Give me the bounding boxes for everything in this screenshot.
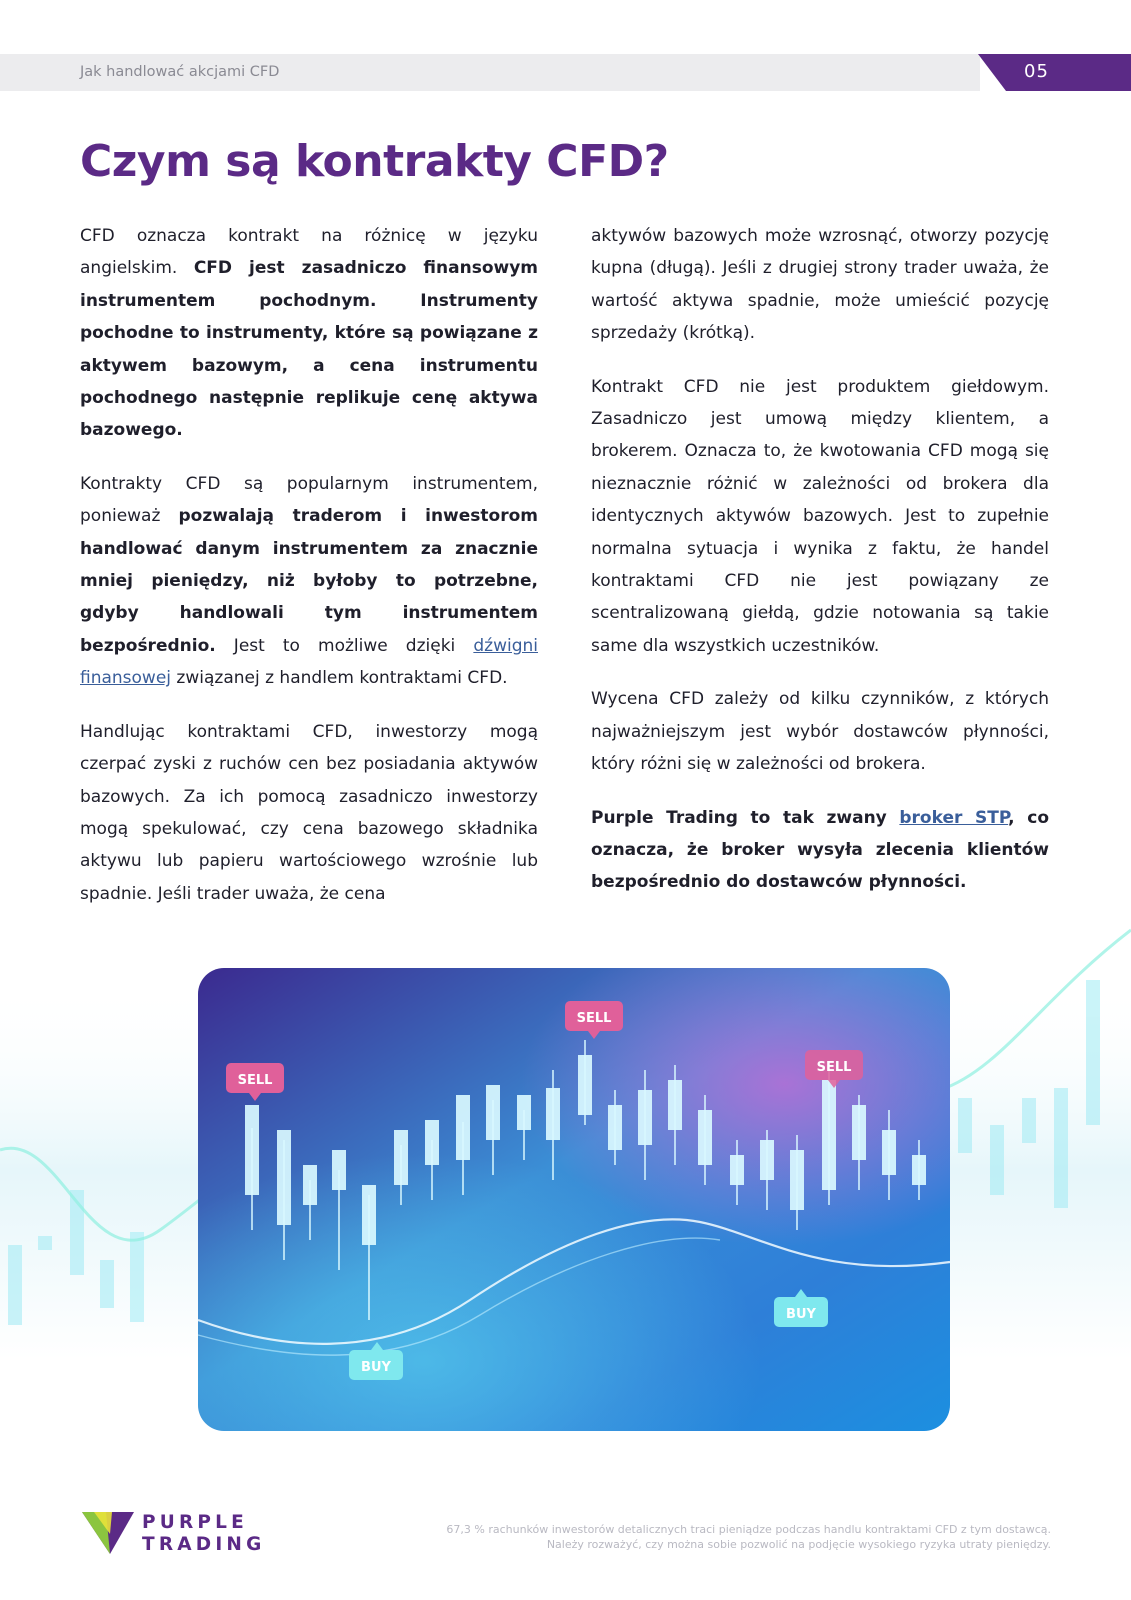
candle-body [303,1165,317,1205]
buy-tag-label: BUY [361,1360,391,1375]
right-column [591,220,1049,920]
purple-trading-logo [82,1512,134,1554]
paragraph-bold-text: CFD jest zasadniczo finansowym instrumentem pochodnym. Instrumenty pochodne to instrumenty, które są powiązane z aktywem bazowym, a cena instrumentu pochodnego następnie replikuje cenę aktywa bazowego. [80,258,539,441]
broker-stp-link[interactable]: broker STP [899,807,1009,828]
paragraph-text: związanej z handlem kontraktami CFD. [171,668,508,689]
candle-body [882,1130,896,1175]
brand-line: PURPLE [142,1512,249,1533]
candle-body [517,1095,531,1130]
candle-body [425,1120,439,1165]
page-number-tab [978,54,1131,91]
page-heading: Czym są kontrakty CFD? [80,136,669,187]
candle-body [668,1080,682,1130]
sell-tag-label: SELL [237,1073,273,1088]
paragraph-bold-text: pozwalają traderom i inwestorom handlować danym instrumentem za znacznie mniej pieniędzy, niż byłoby to potrzebne, gdyby handlowali tym instrumentem bezpośrednio. [80,506,538,656]
candle-body [332,1150,346,1190]
candle-body [852,1105,866,1160]
candle-body [638,1090,652,1145]
paragraph: Wycena CFD zależy od kilku czynników, z których najważniejszym jest wybór dostawców płynności, który różni się w zależności od brokera. [591,689,1049,775]
candle-body [822,1080,836,1190]
disclaimer-line: 67,3 % rachunków inwestorów detalicznych traci pieniądze podczas handlu kontraktami CFD z tym dostawcą. [446,1523,1051,1536]
header-title: Jak handlować akcjami CFD [80,64,280,80]
paragraph-bold-text: , co oznacza, że broker wysyła zlecenia klientów bezpośrednio do dostawców płynności. [591,807,1050,893]
candle-body [394,1130,408,1185]
disclaimer-line: Należy rozważyć, czy można sobie pozwolić na podjęcie wysokiego ryzyka utraty pieniędzy. [546,1538,1051,1551]
leverage-link[interactable]: dźwigni finansowej [80,635,538,689]
paragraph: aktywów bazowych może wzrosnąć, otworzy pozycję kupna (długą). Jeśli z drugiej strony trader uważa, że wartość aktywa spadnie, może umieścić pozycję sprzedaży (krótką). [591,226,1049,344]
left-column [80,220,538,931]
paragraph: Handlując kontraktami CFD, inwestorzy mogą czerpać zyski z ruchów cen bez posiadania aktywów bazowych. Za ich pomocą zasadniczo inwestorzy mogą spekulować, czy cena bazowego składnika aktywu lub papieru wartościowego wzrośnie lub spadnie. Jeśli trader uważa, że cena [80,721,538,904]
paragraph: Kontrakt CFD nie jest produktem giełdowym. Zasadniczo jest umową między klientem, a brokerem. Oznacza to, że kwotowania CFD mogą się nieznacznie różnić w zależności od brokera dla identycznych aktywów bazowych. Jest to zupełnie normalna sytuacja i wynika z faktu, że handel kontraktami CFD nie jest powiązany ze scentralizowaną giełdą, gdzie notowania są takie same dla wszystkich uczestników. [591,376,1049,656]
paragraph-bold-text: Purple Trading to tak zwany [591,807,900,828]
candle-body [790,1150,804,1210]
paragraph-text: Jest to możliwe dzięki [215,635,474,656]
candle-body [760,1140,774,1180]
candle-body [546,1088,560,1140]
candle-body [456,1095,470,1160]
paragraph [591,802,1049,899]
candle-body [912,1155,926,1185]
candle-body [486,1085,500,1140]
candle-body [730,1155,744,1185]
candle-body [245,1105,259,1195]
risk-disclaimer [330,1522,1051,1552]
sell-tag-label: SELL [576,1011,612,1026]
paragraph-text: CFD oznacza kontrakt na różnicę w języku angielskim. [80,226,538,279]
page-number: 05 [1024,61,1049,82]
candle-body [698,1110,712,1165]
paragraph-text: Kontrakty CFD są popularnym instrumentem, ponieważ [80,473,538,527]
candle-body [277,1130,291,1225]
candle-body [608,1105,622,1150]
paragraph [80,220,538,447]
candle-body [578,1055,592,1115]
brand-name [142,1512,266,1556]
paragraph [80,468,538,695]
trading-chart-illustration [0,900,1131,1440]
sell-tag-label: SELL [816,1060,852,1075]
buy-tag-label: BUY [786,1307,816,1322]
brand-line: TRADING [142,1534,266,1555]
candle-body [362,1185,376,1245]
